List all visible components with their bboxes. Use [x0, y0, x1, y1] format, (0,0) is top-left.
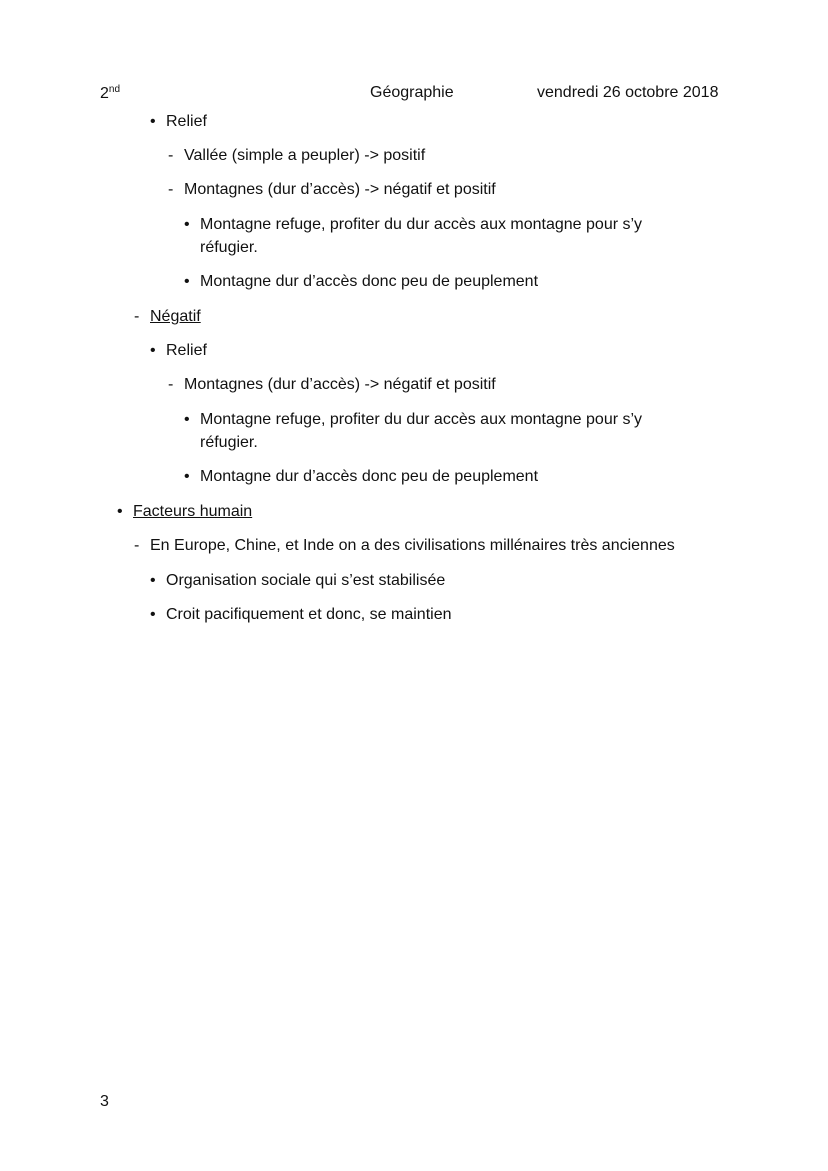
list-item-continuation — [200, 432, 258, 454]
list-item-text: Montagne refuge, profiter du dur accès aux montagne pour s’y — [200, 411, 643, 428]
list-item — [117, 501, 252, 523]
list-item — [184, 409, 642, 431]
document-date: vendredi 26 octobre 2018 — [537, 84, 719, 101]
list-item-text: Montagne dur d’accès donc peu de peuplement — [200, 273, 539, 290]
bullet-marker: • — [184, 216, 190, 233]
bullet-marker: • — [184, 411, 190, 428]
dash-marker: - — [134, 537, 140, 554]
list-item — [184, 271, 538, 293]
list-item-text: Vallée (simple a peupler) -> positif — [184, 147, 426, 164]
list-item — [134, 535, 675, 557]
class-level — [100, 84, 120, 103]
section-heading-negatif: Négatif — [150, 308, 201, 325]
list-item — [150, 570, 445, 592]
bullet-marker: • — [184, 273, 190, 290]
list-item — [150, 604, 451, 626]
list-item — [168, 145, 425, 167]
dash-marker: - — [134, 308, 140, 325]
class-level-suffix: nd — [108, 84, 121, 95]
list-item-text: Montagnes (dur d’accès) -> négatif et positif — [184, 376, 496, 393]
list-item — [168, 374, 496, 396]
dash-marker: - — [168, 181, 174, 198]
list-item-text: Croit pacifiquement et donc, se maintien — [166, 606, 452, 623]
list-item — [184, 214, 642, 236]
list-item-text: Relief — [166, 342, 207, 359]
list-item — [134, 306, 201, 328]
list-item-text: réfugier. — [200, 239, 258, 256]
list-item-text: En Europe, Chine, et Inde on a des civilisations millénaires très anciennes — [150, 537, 675, 554]
list-item-text: Organisation sociale qui s’est stabilisée — [166, 572, 446, 589]
dash-marker: - — [168, 376, 174, 393]
list-item-continuation — [200, 237, 258, 259]
list-item — [184, 466, 538, 488]
list-item — [150, 340, 207, 362]
subject-title: Géographie — [370, 84, 454, 101]
dash-marker: - — [168, 147, 174, 164]
list-item — [150, 111, 207, 133]
bullet-marker: • — [150, 342, 156, 359]
list-item-text: réfugier. — [200, 434, 258, 451]
section-heading-facteurs-humain: Facteurs humain — [133, 503, 253, 520]
bullet-marker: • — [150, 113, 156, 130]
page-number: 3 — [100, 1093, 109, 1110]
list-item-text: Montagne refuge, profiter du dur accès aux montagne pour s’y — [200, 216, 643, 233]
bullet-marker: • — [150, 606, 156, 623]
list-item-text: Montagne dur d’accès donc peu de peuplement — [200, 468, 539, 485]
list-item-text: Relief — [166, 113, 207, 130]
bullet-marker: • — [184, 468, 190, 485]
bullet-marker: • — [150, 572, 156, 589]
bullet-marker: • — [117, 503, 123, 520]
list-item-text: Montagnes (dur d’accès) -> négatif et positif — [184, 181, 496, 198]
list-item — [168, 179, 496, 201]
class-level-number: 2 — [100, 85, 109, 102]
